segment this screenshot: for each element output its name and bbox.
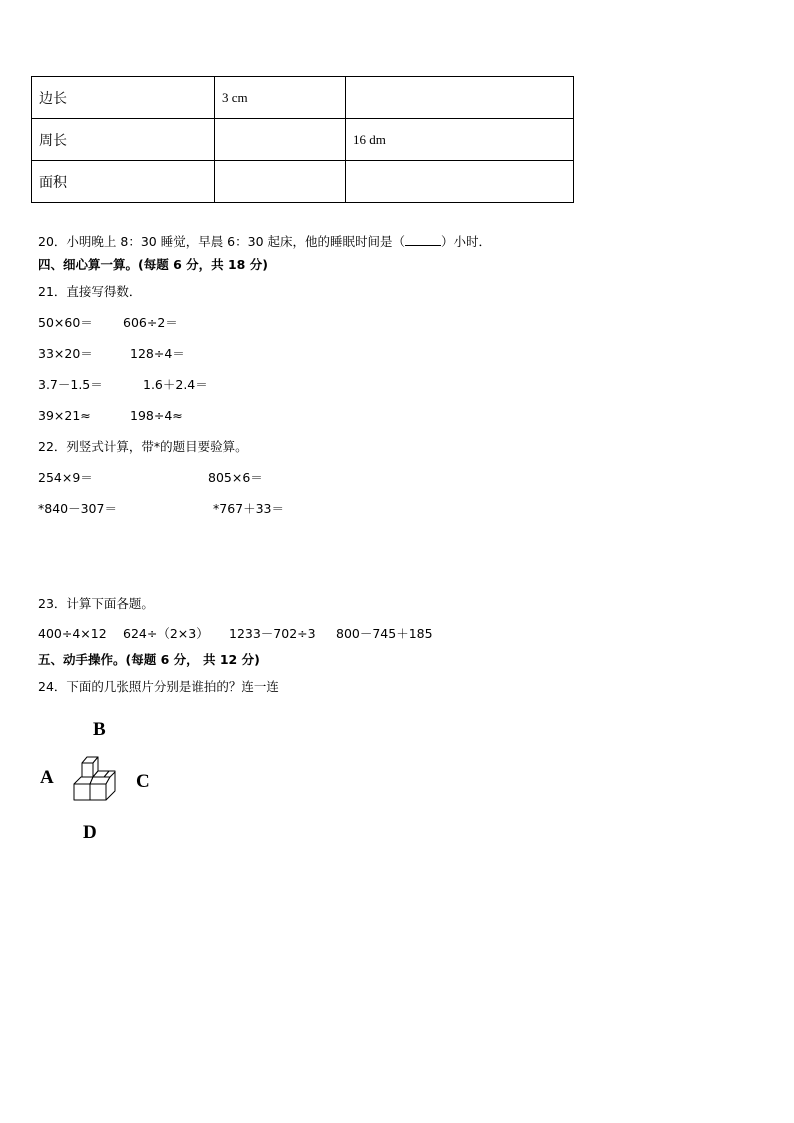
table-cell	[215, 161, 346, 203]
calc-item: 33×20＝	[38, 346, 93, 361]
label-a: A	[40, 767, 54, 788]
question-23-title: 23．计算下面各题。	[38, 596, 154, 611]
calc-item: 1.6＋2.4＝	[143, 377, 208, 392]
table-row	[32, 161, 574, 203]
calc-item: 254×9＝	[38, 470, 93, 485]
table-cell: 16 dm	[346, 119, 574, 161]
row-label: 周长	[32, 119, 215, 161]
calc-item: 624÷（2×3）	[123, 626, 209, 641]
cube-front-face	[74, 784, 90, 800]
cube-stack-figure	[70, 752, 120, 808]
table-cell	[215, 119, 346, 161]
label-c: C	[136, 771, 150, 792]
calc-item: 1233－702÷3	[229, 626, 316, 641]
measurement-table	[31, 76, 574, 203]
table-row	[32, 119, 574, 161]
cube-front-face	[82, 763, 93, 777]
section-heading-4: 四、细心算一算。(每题 6 分，共 18 分)	[38, 257, 268, 272]
calc-item: 400÷4×12	[38, 626, 107, 641]
calc-item: 805×6＝	[208, 470, 263, 485]
calc-item: 606÷2＝	[123, 315, 178, 330]
question-22-title: 22．列竖式计算，带*的题目要验算。	[38, 439, 248, 454]
table-cell: 3 cm	[215, 77, 346, 119]
table-row	[32, 77, 574, 119]
calc-item: 800－745＋185	[336, 626, 433, 641]
calc-item: 50×60＝	[38, 315, 93, 330]
row-label: 面积	[32, 161, 215, 203]
calc-item: *767＋33＝	[213, 501, 285, 516]
calc-item: 128÷4＝	[130, 346, 185, 361]
calc-item: *840－307＝	[38, 501, 117, 516]
answer-blank[interactable]	[405, 233, 441, 246]
section-heading-5: 五、动手操作。(每题 6 分， 共 12 分)	[38, 652, 260, 667]
question-21-title: 21．直接写得数．	[38, 284, 142, 299]
table-cell	[346, 77, 574, 119]
label-d: D	[83, 822, 97, 843]
row-label: 边长	[32, 77, 215, 119]
label-b: B	[93, 719, 106, 740]
table-cell	[346, 161, 574, 203]
question-24-title: 24．下面的几张照片分别是谁拍的？连一连	[38, 679, 279, 694]
calc-item: 3.7－1.5＝	[38, 377, 103, 392]
question-20: 20．小明晚上 8：30 睡觉，早晨 6：30 起床，他的睡眠时间是（ ）小时．	[38, 234, 492, 249]
calc-item: 39×21≈	[38, 408, 91, 423]
calc-item: 198÷4≈	[130, 408, 183, 423]
cube-front-face	[90, 784, 106, 800]
